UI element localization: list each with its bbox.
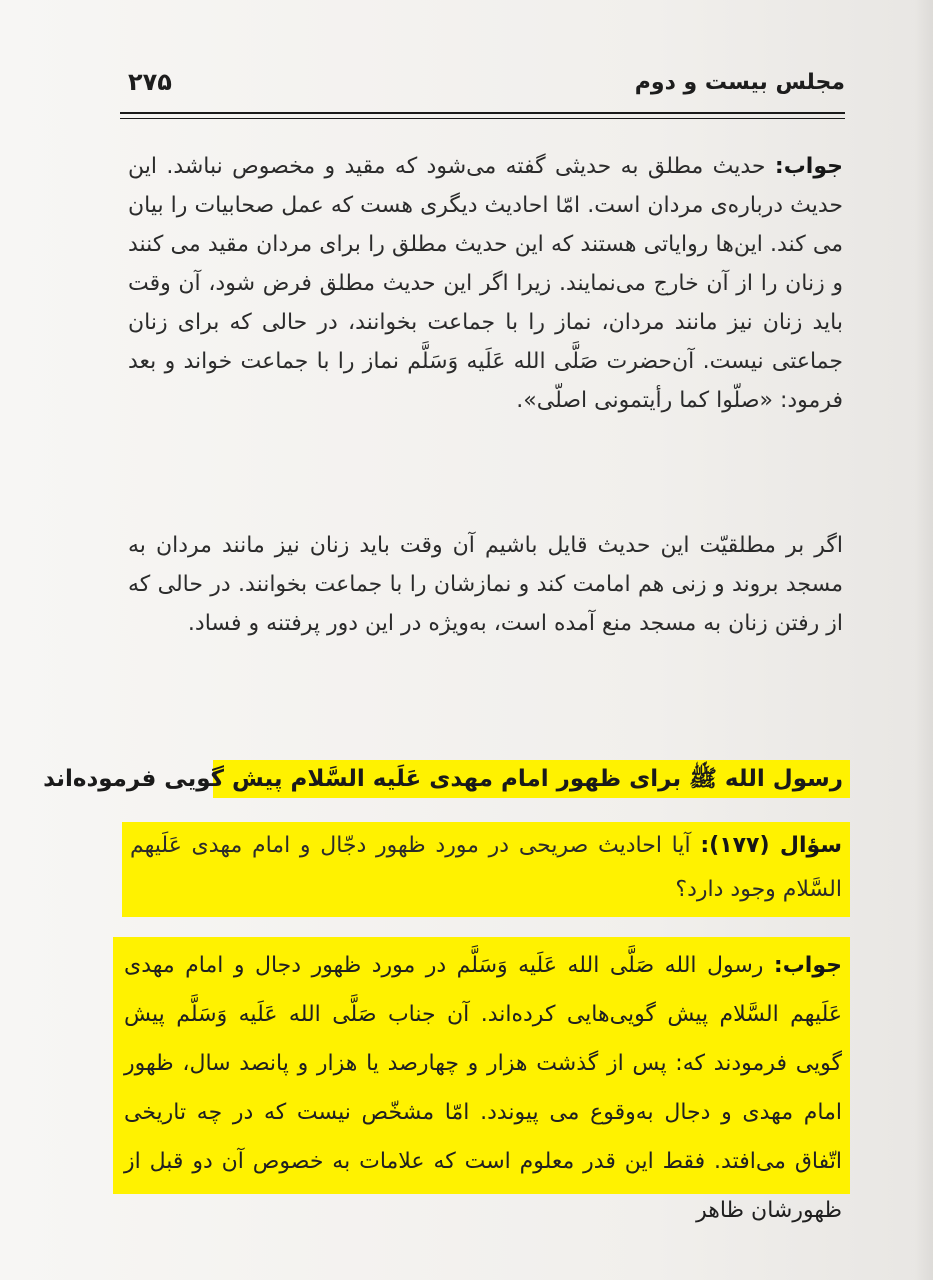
paragraph-text: اگر بر مطلقیّت این حدیث قایل باشیم آن وقت باید زنان نیز مانند مردان به مسجد بروند و زنی هم امامت کند و نمازشان را با جماعت بخوانند. در حالی که از رفتن زنان به مسجد منع آمده است، به‌ویژه در این دور پرفتنه و فساد. — [128, 533, 843, 636]
page-header — [120, 66, 845, 104]
header-rule — [120, 112, 845, 119]
answer-label: جواب: — [773, 953, 842, 978]
answer-label: جواب: — [774, 154, 843, 179]
chapter-title: مجلس بیست و دوم — [634, 70, 845, 95]
answer-text: رسول الله صَلَّی الله عَلَیه وَسَلَّم در مورد ظهور دجال و امام مهدی عَلَیهم السَّلام پیش گویی‌هایی کرده‌اند. آن جناب صَلَّی الله عَلَیه وَسَلَّم پیش گویی فرمودند که: پس از گذشت هزار و چهارصد یا هزار و پانصد سال، ظهور امام مهدی و دجال به‌وقوع می پیوندد. امّا مشخّص نیست که در چه تاریخی اتّفاق می‌افتد. فقط این قدر معلوم است که علامات به خصوص آن دو قبل از ظهورشان ظاهر — [124, 953, 842, 1223]
question-text: آیا احادیث صریحی در مورد ظهور دجّال و امام مهدی عَلَیهم السَّلام وجود دارد؟ — [130, 833, 842, 902]
question-label: سؤال (۱۷۷): — [700, 833, 842, 858]
answer-paragraph-1 — [128, 147, 843, 420]
question-paragraph — [130, 824, 842, 912]
answer-paragraph-2 — [128, 526, 843, 643]
answer-paragraph-3 — [124, 941, 842, 1235]
page-edge-shadow — [915, 0, 933, 1280]
section-title: رسول الله ﷺ برای ظهور امام مهدی عَلَیه السَّلام پیش گویی فرموده‌اند — [43, 766, 843, 792]
paragraph-text: حدیث مطلق به حدیثی گفته می‌شود که مقید و مخصوص نباشد. این حدیث درباره‌ی مردان است. امّا احادیث دیگری هست که عمل صحابیات را بیان می کند. این‌ها روایاتی هستند که این حدیث مطلق را برای مردان مقید می کنند و زنان را از آن خارج می‌نمایند. زیرا اگر این حدیث مطلق فرض شود، آن وقت باید زنان نیز مانند مردان، نماز را با جماعت بخوانند، در حالی که برای زنان جماعتی نیست. آن‌حضرت صَلَّی الله عَلَیه وَسَلَّم نماز را با جماعت خواند و بعد فرمود: «صلّوا کما رأیتمونی اصلّی». — [128, 154, 843, 413]
page-number: ۲۷۵ — [128, 68, 172, 96]
